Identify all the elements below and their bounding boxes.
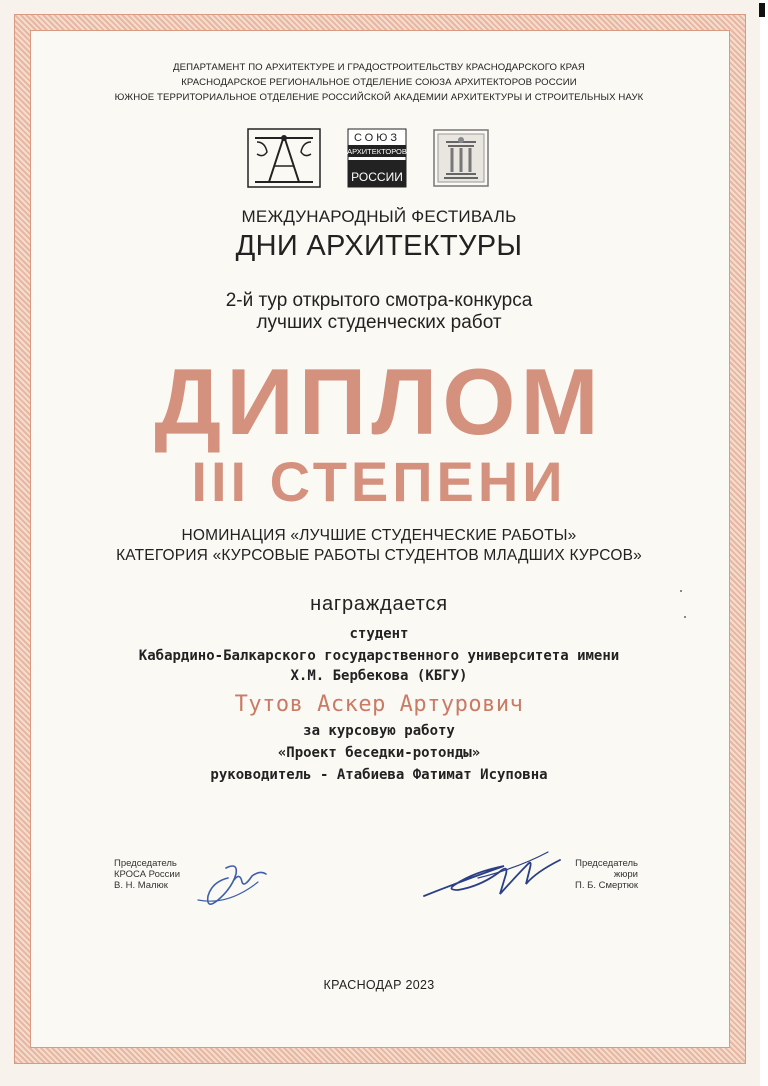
recipient-role: студент [349,626,409,642]
left-signature-icon [176,850,286,920]
university-line-2: Х.М. Бербекова (КБГУ) [290,668,468,684]
right-signature-icon [418,838,568,904]
awarded-text: награждается [310,593,448,615]
university-line-1: Кабардино-Балкарского государственного университета имени [138,648,620,664]
recipient-name: Тутов Аскер Артурович [234,692,524,717]
union-logo-text-2: АРХИТЕКТОРОВ [347,147,407,156]
right-signatory-org: жюри [613,869,638,880]
right-signatory [548,858,638,891]
speck [684,616,686,618]
work-title: «Проект беседки-ротонды» [277,745,481,761]
scan-mark [759,3,765,17]
city-year: КРАСНОДАР 2023 [323,978,435,992]
tour-line-1: 2-й тур открытого смотра-конкурса [225,290,533,311]
right-signatory-name: П. Б. Смертюк [574,880,638,891]
diploma-title: ДИПЛОМ [154,349,604,454]
speck [680,590,682,592]
org-line-1: ДЕПАРТАМЕНТ ПО АРХИТЕКТУРЕ И ГРАДОСТРОИТЕЛЬСТВУ КРАСНОДАРСКОГО КРАЯ [173,62,585,73]
union-logo-text-3: РОССИИ [351,170,403,184]
festival-subtitle: МЕЖДУНАРОДНЫЙ ФЕСТИВАЛЬ [241,207,517,226]
org-line-2: КРАСНОДАРСКОЕ РЕГИОНАЛЬНОЕ ОТДЕЛЕНИЕ СОЮЗА АРХИТЕКТОРОВ РОССИИ [181,77,577,88]
work-type: за курсовую работу [303,723,455,739]
logos-row [0,128,760,192]
department-logo-icon [247,128,321,188]
union-of-architects-logo [347,128,407,188]
left-signatory-org: КРОСА России [114,869,180,880]
academy-emblem-icon [432,128,490,188]
supervisor: руководитель - Атабиева Фатимат Исуповна [210,767,548,783]
right-signatory-title: Председатель [575,858,638,869]
union-logo-text-1: СОЮЗ [353,132,401,144]
nomination-line: НОМИНАЦИЯ «ЛУЧШИЕ СТУДЕНЧЕСКИЕ РАБОТЫ» [181,527,577,544]
diploma-degree: III СТЕПЕНИ [191,450,567,513]
org-line-3: ЮЖНОЕ ТЕРРИТОРИАЛЬНОЕ ОТДЕЛЕНИЕ РОССИЙСКОЙ АКАДЕМИИ АРХИТЕКТУРЫ И СТРОИТЕЛЬНЫХ НАУК [114,92,644,103]
left-signatory-title: Председатель [114,858,177,869]
left-signatory-name: В. Н. Малюк [114,880,168,891]
festival-title: ДНИ АРХИТЕКТУРЫ [235,230,523,262]
tour-line-2: лучших студенческих работ [256,312,502,333]
category-line: КАТЕГОРИЯ «КУРСОВЫЕ РАБОТЫ СТУДЕНТОВ МЛАДШИХ КУРСОВ» [116,547,642,564]
